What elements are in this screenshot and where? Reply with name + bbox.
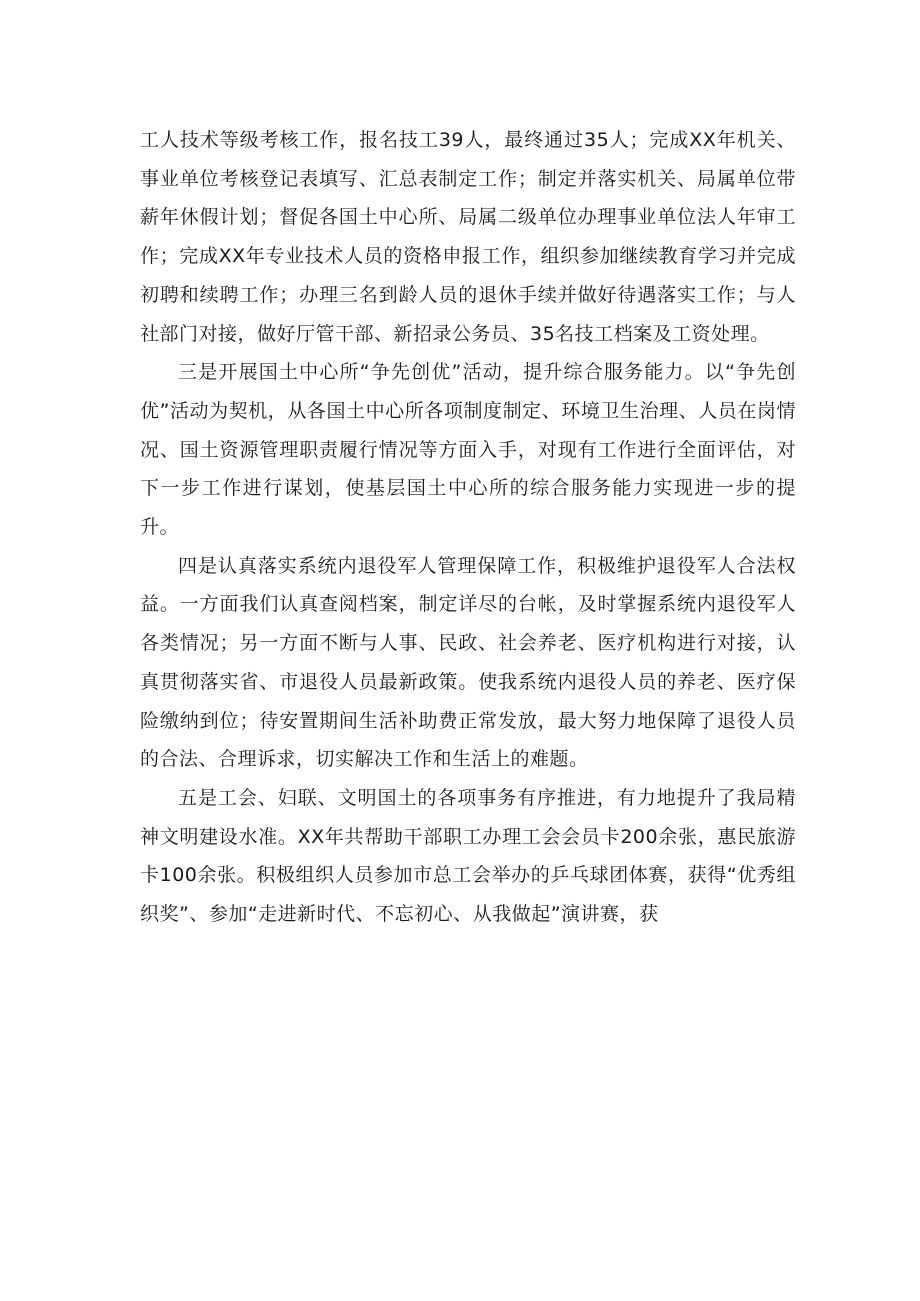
- paragraph-item-four: 四是认真落实系统内退役军人管理保障工作，积极维护退役军人合法权益。一方面我们认真查阅档案，制定详尽的台帐，及时掌握系统内退役军人各类情况；另一方面不断与人事、民政、社会养老、医疗机构进行对接，认真贯彻落实省、市退役人员最新政策。使我系统内退役人员的养老、医疗保险缴纳到位；待安置期间生活补助费正常发放，最大努力地保障了退役人员的合法、合理诉求，切实解决工作和生活上的难题。: [140, 554, 796, 771]
- paragraph-continuation: 工人技术等级考核工作，报名技工39人，最终通过35人；完成XX年机关、事业单位考核登记表填写、汇总表制定工作；制定并落实机关、局属单位带薪年休假计划；督促各国土中心所、局属二级单位办理事业单位法人年审工作；完成XX年专业技术人员的资格申报工作，组织参加继续教育学习并完成初聘和续聘工作；办理三名到龄人员的退休手续并做好待遇落实工作；与人社部门对接，做好厅管干部、新招录公务员、35名技工档案及工资处理。: [140, 129, 796, 345]
- paragraph-item-three: 三是开展国土中心所“争先创优”活动，提升综合服务能力。以“争先创优”活动为契机，从各国土中心所各项制度制定、环境卫生治理、人员在岗情况、国土资源管理职责履行情况等方面入手，对现有工作进行全面评估，对下一步工作进行谋划，使基层国土中心所的综合服务能力实现进一步的提升。: [140, 361, 796, 539]
- document-body: [140, 121, 796, 934]
- paragraph-item-five: 五是工会、妇联、文明国土的各项事务有序推进，有力地提升了我局精神文明建设水准。XX年共帮助干部职工办理工会会员卡200余张，惠民旅游卡100余张。积极组织人员参加市总工会举办的乒乓球团体赛，获得“优秀组织奖”、参加“走进新时代、不忘初心、从我做起”演讲赛，获: [140, 786, 796, 926]
